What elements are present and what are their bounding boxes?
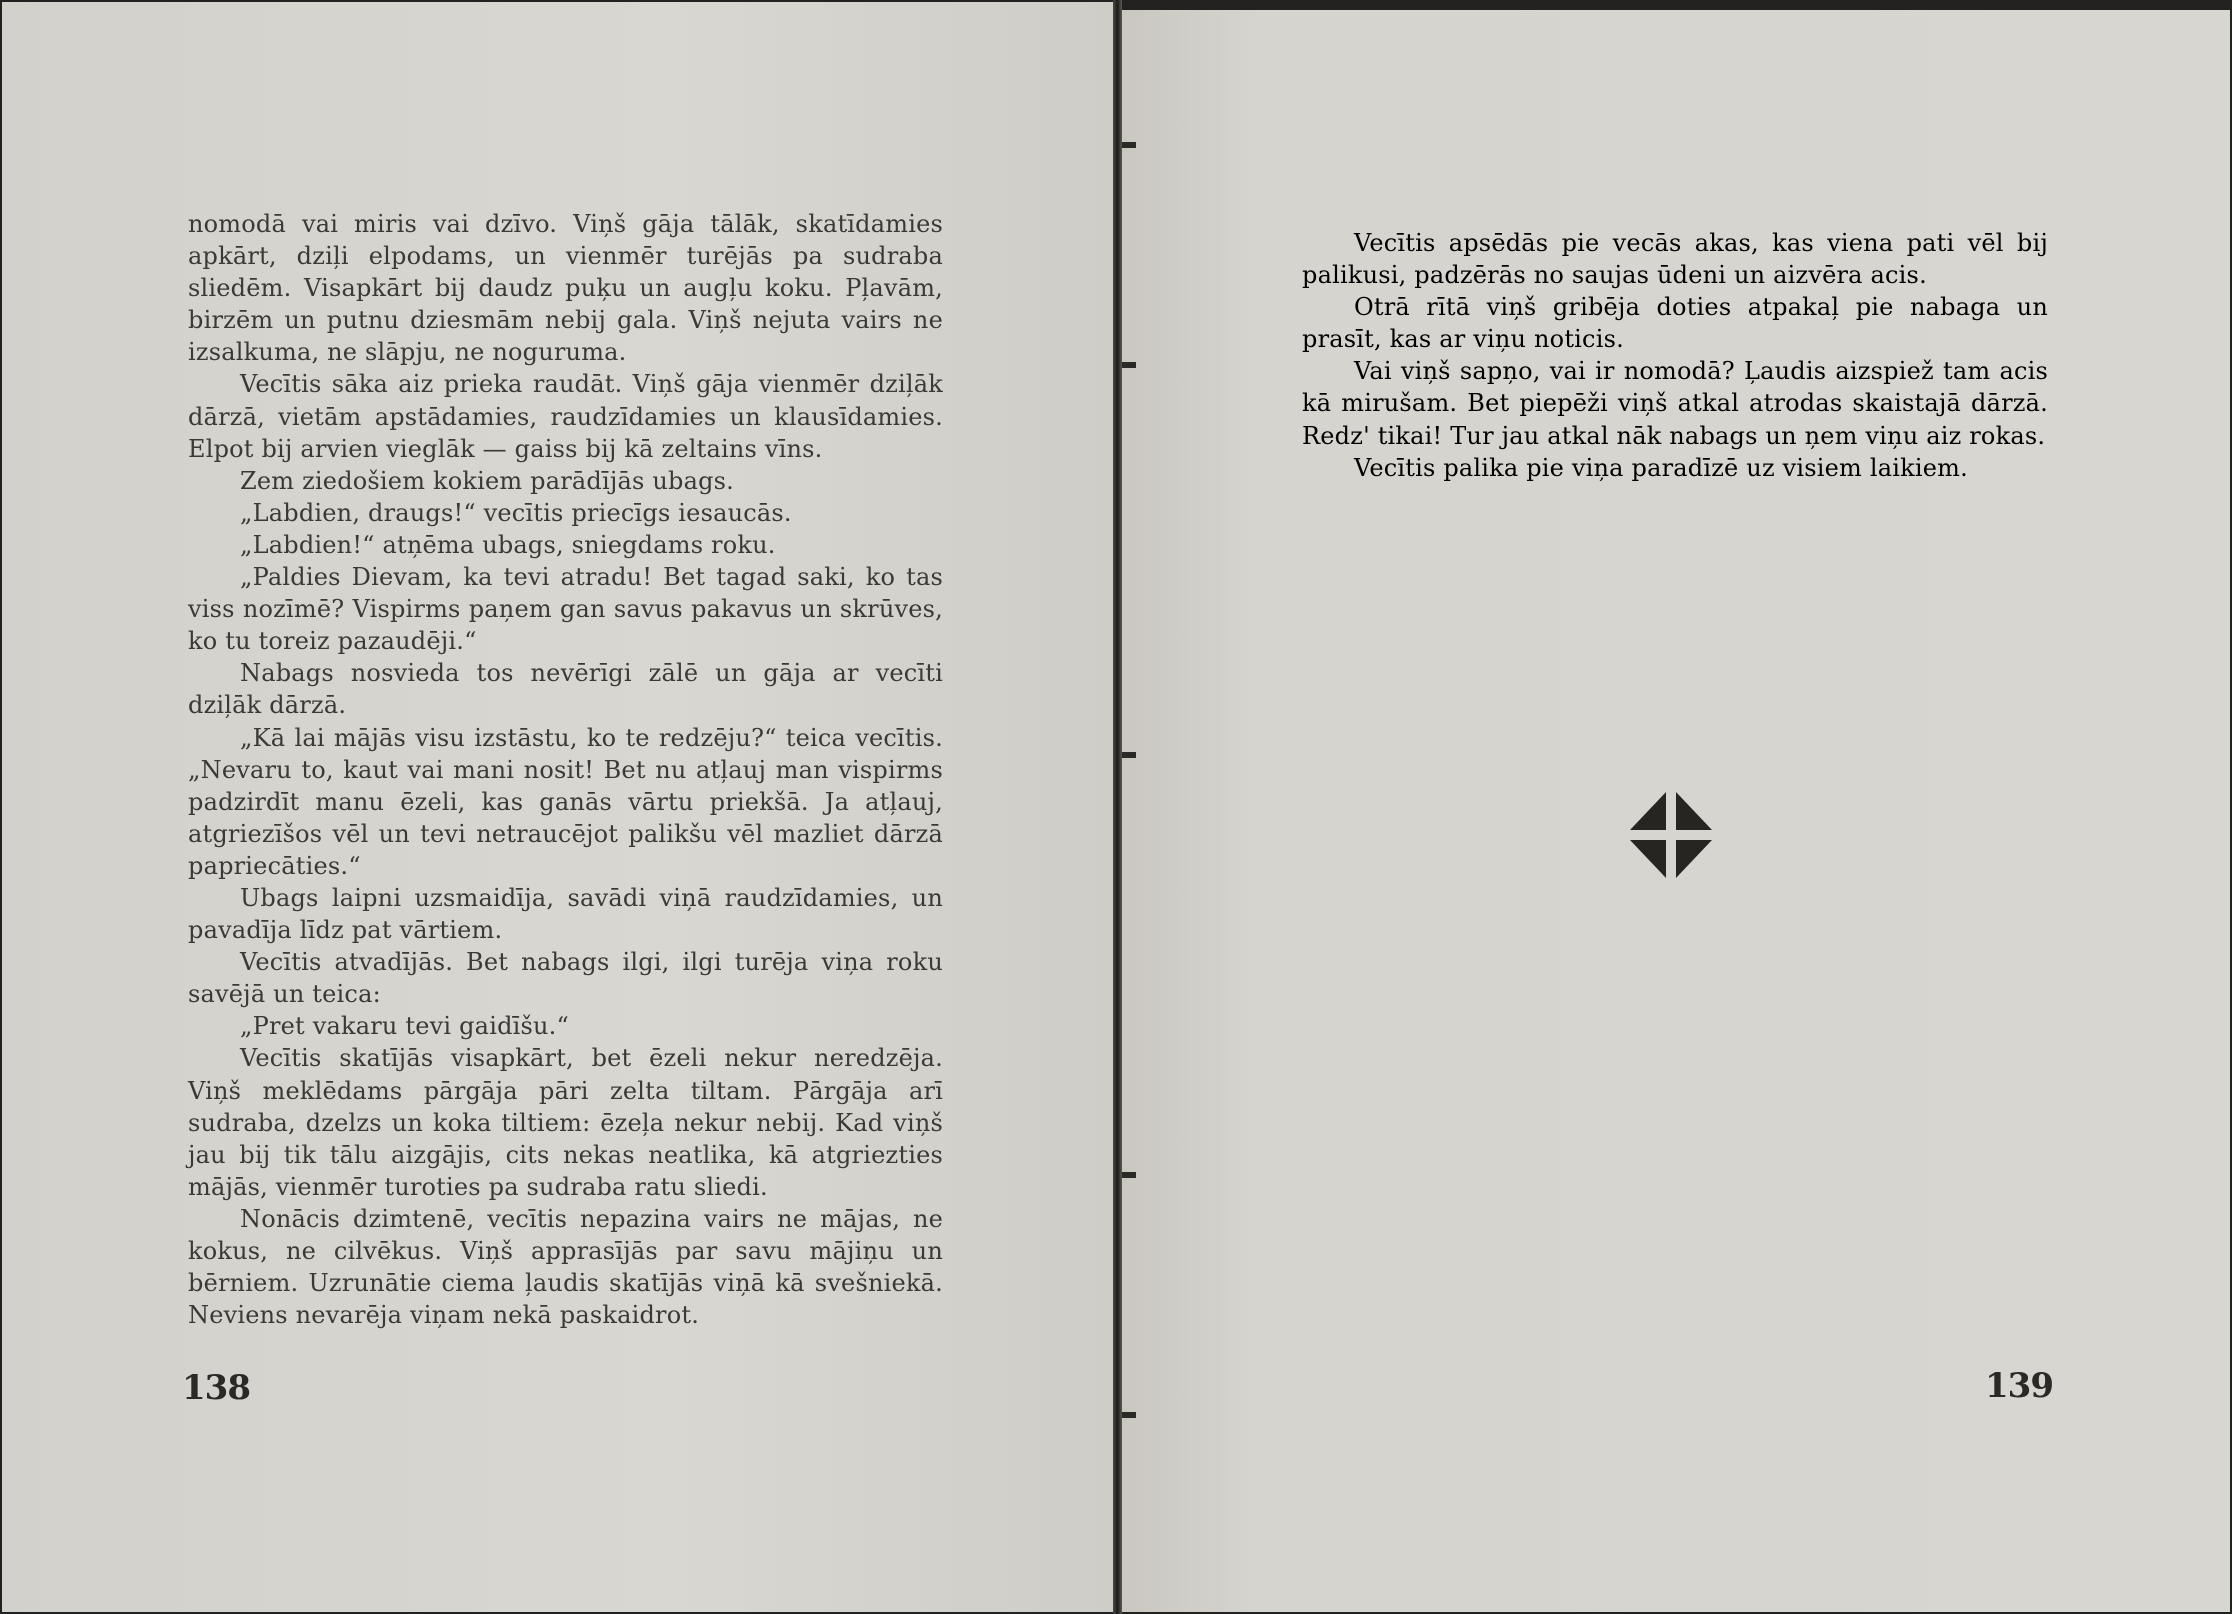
ornament-triangle — [1630, 840, 1666, 878]
paragraph: Vecītis palika pie viņa paradīzē uz visiem laikiem. — [1354, 453, 1968, 482]
paragraph: Vecītis atvadījās. Bet nabags ilgi, ilgi turēja viņa roku savējā un teica: — [188, 948, 943, 1009]
left-page-text — [188, 208, 943, 1331]
right-page-text — [1302, 227, 2048, 484]
cross-of-triangles-ornament-icon — [1626, 790, 1716, 880]
paragraph: Vecītis sāka aiz prieka raudāt. Viņš gāja vienmēr dziļāk dārzā, vietām apstādamies, raudzīdamies un klausīdamies. Elpot bij arvien vieglāk — gaiss bij kā zeltains vīns. — [188, 370, 943, 463]
paragraph: Zem ziedošiem kokiem parādījās ubags. — [240, 466, 735, 495]
paragraph: „Kā lai mājās visu izstāstu, ko te redzēju?“ teica vecītis. „Nevaru to, kaut vai mani nosit! Bet nu atļauj man vispirms padzirdīt manu ēzeli, kas ganās vārtu priekšā. Ja atļauj, atgriezīšos vēl un tevi netraucējot palikšu vēl mazliet dārzā papriecāties.“ — [188, 723, 943, 880]
paragraph: Vecītis apsēdās pie vecās akas, kas viena pati vēl bij palikusi, padzērās no saujas ūdeni un aizvēra acis. — [1302, 229, 2048, 290]
page-number-left: 138 — [182, 1368, 250, 1408]
paragraph: „Labdien!“ atņēma ubags, sniegdams roku. — [240, 530, 776, 559]
paragraph: Ubags laipni uzsmaidīja, savādi viņā raudzīdamies, un pavadīja līdz pat vārtiem. — [188, 883, 943, 945]
page-number-right: 139 — [1985, 1366, 2053, 1406]
paragraph: Nonācis dzimtenē, vecītis nepazina vairs ne mājas, ne kokus, ne cilvēkus. Viņš apprasījās par savu mājiņu un bērniem. Uzrunātie ciema ļaudis skatījās viņā kā svešniekā. Neviens nevarēja viņam nekā paskaidrot. — [188, 1204, 943, 1330]
binding-mark — [1122, 1172, 1136, 1178]
page-top-edge — [1122, 0, 2232, 10]
paragraph: Otrā rītā viņš gribēja doties atpakaļ pie nabaga un prasīt, kas ar viņu noticis. — [1302, 293, 2048, 354]
left-page — [0, 0, 1113, 1614]
paragraph: „Labdien, draugs!“ vecītis priecīgs iesaucās. — [240, 498, 792, 527]
binding-mark — [1122, 752, 1136, 758]
paragraph: Nabags nosvieda tos nevērīgi zālē un gāja ar vecīti dziļāk dārzā. — [188, 659, 943, 720]
paragraph: Vecītis skatījās visapkārt, bet ēzeli nekur neredzēja. Viņš meklēdams pārgāja pāri zelta tiltam. Pārgāja arī sudraba, dzelzs un koka tiltiem: ēzeļa nekur nebij. Kad viņš jau bij tik tālu aizgājis, cits nekas neatlika, kā atgriezties mājās, vienmēr turoties pa sudraba ratu sliedi. — [188, 1044, 943, 1201]
binding-mark — [1122, 362, 1136, 368]
ornament-triangle — [1630, 792, 1666, 830]
paragraph: „Pret vakaru tevi gaidīšu.“ — [240, 1012, 569, 1041]
binding-mark — [1122, 1412, 1136, 1418]
binding-mark — [1122, 142, 1136, 148]
ornament-triangle — [1676, 840, 1712, 878]
book-gutter — [1113, 0, 1122, 1614]
ornament-triangle — [1676, 792, 1712, 830]
paragraph: Vai viņš sapņo, vai ir nomodā? Ļaudis aizspiež tam acis kā mirušam. Bet piepēži viņš atkal atrodas skaistajā dārzā. Redz' tikai! Tur jau atkal nāk nabags un ņem viņu aiz rokas. — [1302, 357, 2048, 450]
paragraph: „Paldies Dievam, ka tevi atradu! Bet tagad saki, ko tas viss nozīmē? Vispirms paņem gan savus pakavus un skrūves, ko tu toreiz pazaudēji.“ — [188, 563, 943, 656]
paragraph: nomodā vai miris vai dzīvo. Viņš gāja tālāk, skatīdamies apkārt, dziļi elpodams, un vienmēr turējās pa sudraba sliedēm. Visapkārt bij daudz puķu un augļu koku. Pļavām, birzēm un putnu dziesmām nebij gala. Viņš nejuta vairs ne izsalkuma, ne slāpju, ne noguruma. — [188, 210, 943, 367]
